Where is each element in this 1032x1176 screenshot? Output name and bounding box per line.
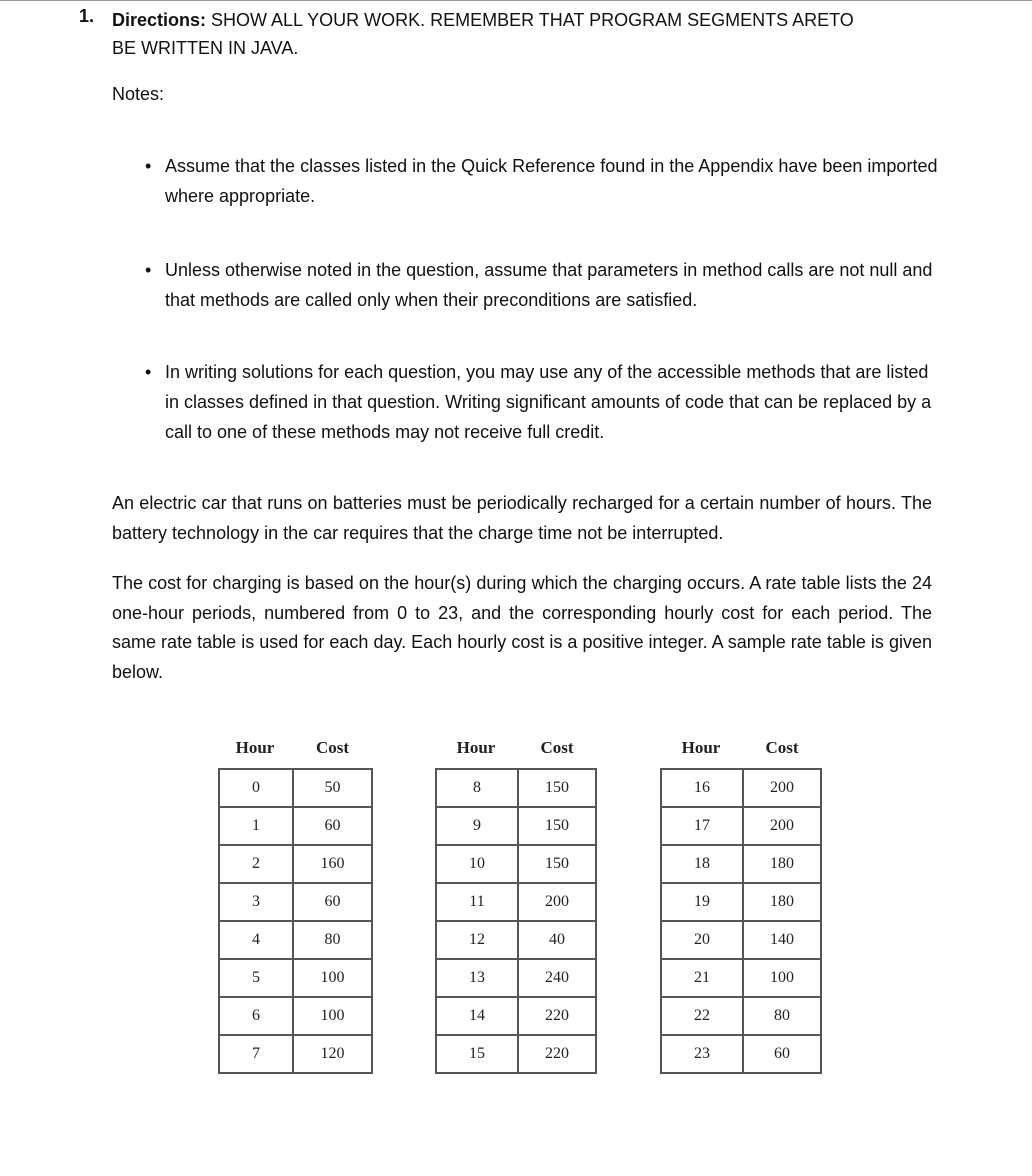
note-bullet-text: In writing solutions for each question, you may use any of the accessible methods that are listed in classes defined in that question. Writing significant amounts of code that can be replaced by a call to one of these methods may not receive full credit. [165,362,932,442]
cost-cell: 180 [743,883,821,921]
table-row [436,769,596,807]
rate-table-hours-8-15 [435,736,597,1062]
hour-cell: 8 [436,769,518,807]
directions-label: Directions: [112,10,207,30]
rate-table-hours-16-23 [660,736,822,1062]
directions [112,6,942,62]
bullet-dot-icon: • [145,156,152,176]
cost-cell: 160 [293,845,372,883]
table-row [219,807,372,845]
table-row [436,921,596,959]
hour-cell: 2 [219,845,293,883]
table-row [219,997,372,1035]
table-row [436,997,596,1035]
hour-cell: 19 [661,883,743,921]
table-row [219,921,372,959]
hour-cell: 16 [661,769,743,807]
bullet-dot-icon: • [145,260,152,280]
table-row [436,845,596,883]
table-row [661,959,821,997]
rate-table-grid [660,768,822,1074]
table-row [436,807,596,845]
hour-cell: 20 [661,921,743,959]
hour-cell: 7 [219,1035,293,1073]
note-bullet-text: Assume that the classes listed in the Quick Reference found in the Appendix have been imported where appropriate. [165,156,938,206]
cost-header: Cost [540,738,574,757]
rate-table-header [660,736,822,766]
cost-cell: 100 [743,959,821,997]
cost-cell: 140 [743,921,821,959]
table-row [436,1035,596,1073]
question-number: 1. [79,6,95,26]
rate-table-hours-0-7 [218,736,373,1062]
hour-cell: 9 [436,807,518,845]
rate-table-header [435,736,597,766]
hour-cell: 1 [219,807,293,845]
rate-table-header [218,736,373,766]
hour-cell: 21 [661,959,743,997]
hour-cell: 12 [436,921,518,959]
rate-table-grid [218,768,373,1074]
rate-table-grid [435,768,597,1074]
table-row [219,883,372,921]
hour-cell: 13 [436,959,518,997]
cost-cell: 200 [518,883,596,921]
table-row [219,959,372,997]
cost-cell: 60 [743,1035,821,1073]
cost-cell: 80 [743,997,821,1035]
table-row [219,769,372,807]
hour-cell: 17 [661,807,743,845]
cost-cell: 60 [293,883,372,921]
table-row [661,845,821,883]
note-bullet-2 [145,255,945,315]
table-row [661,769,821,807]
cost-cell: 100 [293,959,372,997]
hour-cell: 10 [436,845,518,883]
hour-cell: 6 [219,997,293,1035]
cost-cell: 60 [293,807,372,845]
cost-cell: 150 [518,769,596,807]
table-row [661,997,821,1035]
hour-cell: 5 [219,959,293,997]
cost-cell: 150 [518,807,596,845]
table-row [661,921,821,959]
hour-cell: 22 [661,997,743,1035]
paragraph-cost: The cost for charging is based on the hour(s) during which the charging occurs. A rate table lists the 24 one-hour periods, numbered from 0 to 23, and the corresponding hourly cost for each period. The same rate table is used for each day. Each hourly cost is a positive integer. A sample rate table is given below. [112,573,932,682]
hour-cell: 23 [661,1035,743,1073]
table-row [661,883,821,921]
cost-cell: 100 [293,997,372,1035]
cost-cell: 220 [518,1035,596,1073]
notes-label: Notes: [112,84,165,104]
cost-cell: 200 [743,769,821,807]
top-divider [0,0,1032,1]
cost-cell: 200 [743,807,821,845]
hour-cell: 18 [661,845,743,883]
cost-cell: 150 [518,845,596,883]
paragraph-electric-car: An electric car that runs on batteries must be periodically recharged for a certain number of hours. The battery technology in the car requires that the charge time not be interrupted. [112,493,932,543]
cost-cell: 220 [518,997,596,1035]
hour-cell: 3 [219,883,293,921]
note-bullet-text: Unless otherwise noted in the question, assume that parameters in method calls are not null and that methods are called only when their preconditions are satisfied. [165,260,933,310]
cost-header: Cost [315,738,350,757]
cost-cell: 80 [293,921,372,959]
cost-cell: 180 [743,845,821,883]
note-bullet-3 [145,357,945,447]
cost-cell: 120 [293,1035,372,1073]
table-row [436,959,596,997]
hour-header: Hour [235,738,275,757]
cost-cell: 50 [293,769,372,807]
note-bullet-1 [145,151,945,211]
hour-header: Hour [456,738,496,757]
table-row [219,845,372,883]
cost-cell: 240 [518,959,596,997]
cost-cell: 40 [518,921,596,959]
hour-cell: 4 [219,921,293,959]
table-row [436,883,596,921]
hour-cell: 14 [436,997,518,1035]
hour-cell: 0 [219,769,293,807]
hour-cell: 11 [436,883,518,921]
hour-header: Hour [681,738,721,757]
table-row [661,807,821,845]
directions-line1: SHOW ALL YOUR WORK. REMEMBER THAT PROGRAM SEGMENTS ARETO [206,10,854,30]
directions-line2: BE WRITTEN IN JAVA. [112,38,299,58]
table-row [219,1035,372,1073]
hour-cell: 15 [436,1035,518,1073]
bullet-dot-icon: • [145,362,152,382]
table-row [661,1035,821,1073]
cost-header: Cost [765,738,799,757]
